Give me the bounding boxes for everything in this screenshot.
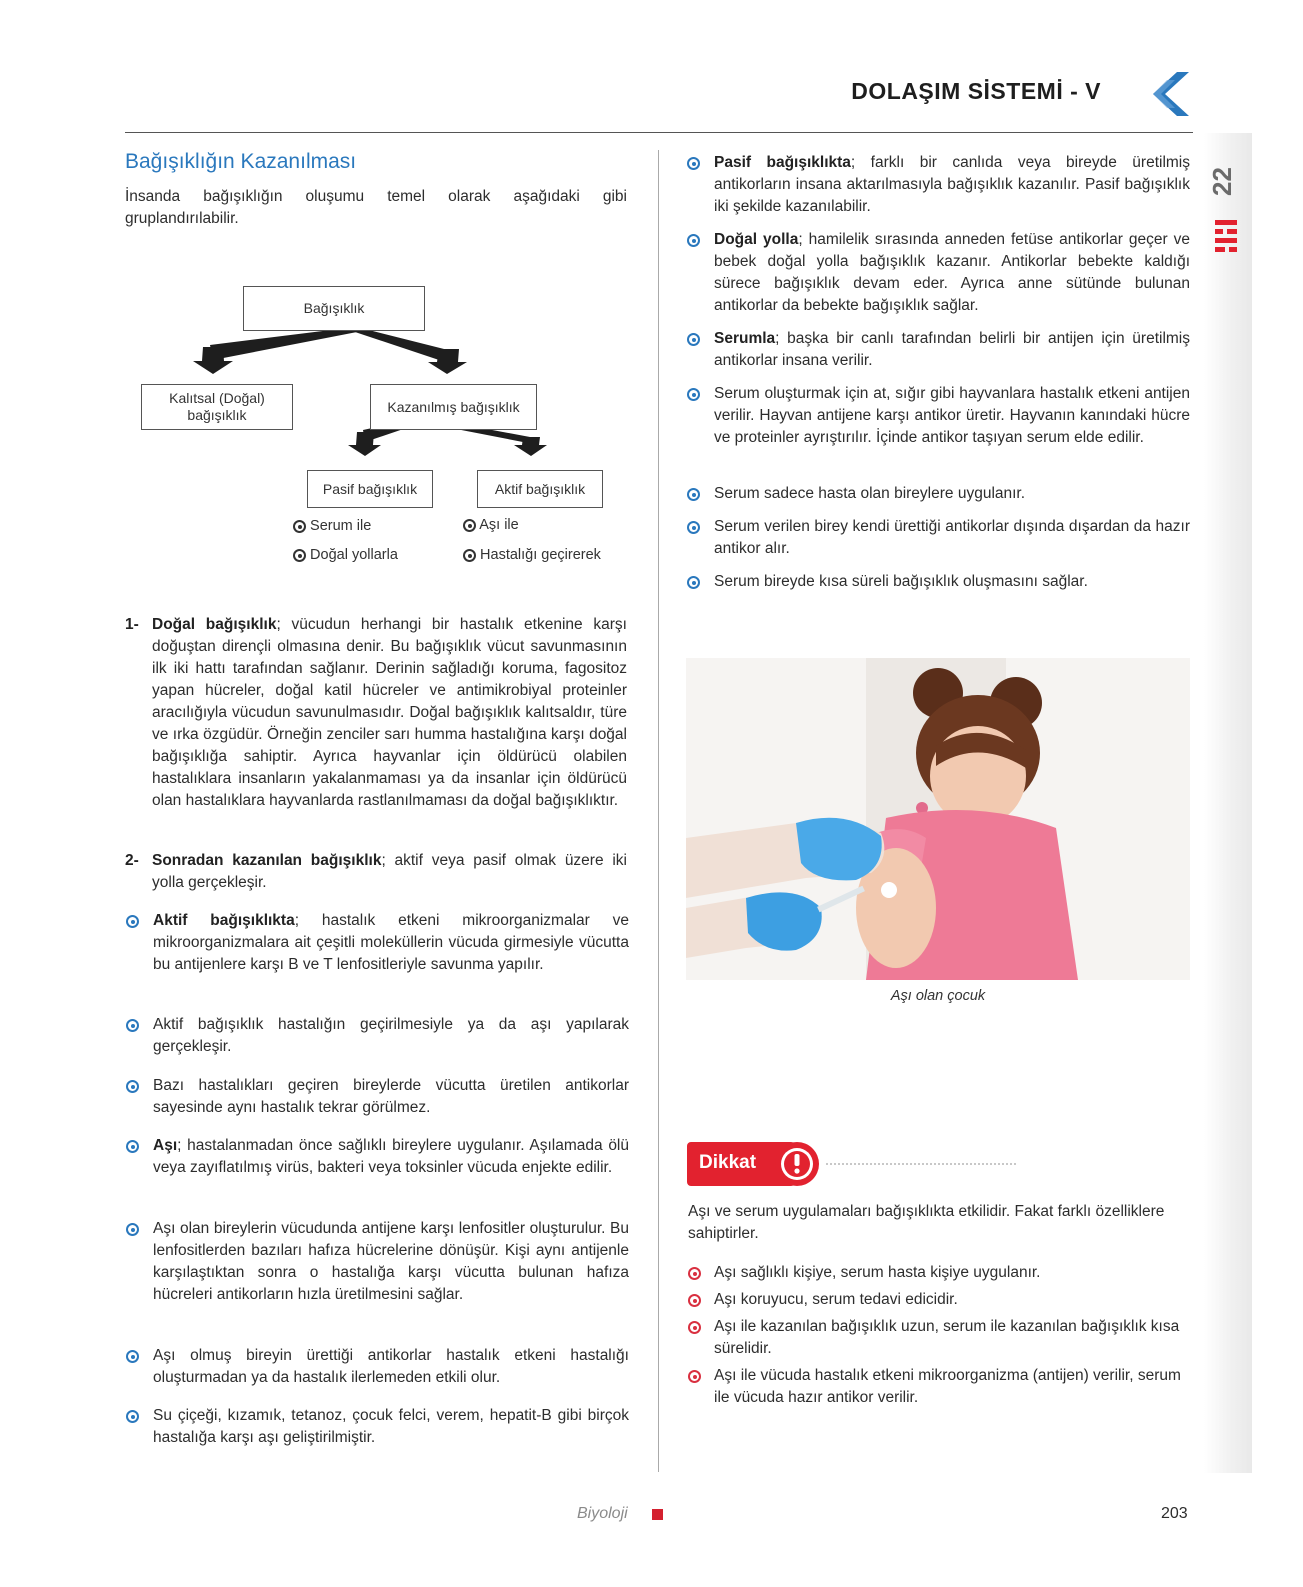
dikkat-dotted-line [826, 1163, 1016, 1165]
bullet-item: Aşı olmuş bireyin ürettiği antikorlar hastalık etkeni hastalığı oluşturmadan ya da hastalık ilerlemeden etkili olur. [153, 1345, 629, 1389]
diagram-passive-item: Serum ile [293, 518, 371, 534]
intro-paragraph: İnsanda bağışıklığın oluşumu temel olarak aşağıdaki gibi gruplandırılabilir. [125, 188, 627, 227]
bullet-item: Aşı; hastalanmadan önce sağlıklı bireylere uygulanır. Aşılamada ölü veya zayıflatılmış virüs, bakteri veya toksinler vücuda enjekte edilir. [153, 1135, 629, 1179]
bullet-item: Su çiçeği, kızamık, tetanoz, çocuk felci, verem, hepatit-B gibi birçok hastalığa karşı aşı geliştirilmiştir. [153, 1405, 629, 1449]
bullet-item: Aşı olan bireylerin vücudunda antijene karşı lenfositler oluşturulur. Bu lenfositlerden bazıları hafıza hücrelerine dönüşür. Kişi aynı antijenle karşılaştıktan sonra o hastalığa karşı vücutta bulunan hafıza hücreleri antikorların hızla üretilmesini sağlar. [153, 1218, 629, 1306]
bullet-item: Serum oluşturmak için at, sığır gibi hayvanlara hastalık etkeni antijen verilir. Hayvan antijene karşı antikor üretir. Hayvanın kanındaki hücre ve proteinler ayrıştırılır. İçinde antikor taşıyan serum elde edilir. [714, 383, 1190, 449]
bullet-icon [463, 549, 476, 562]
bullet-icon [126, 1410, 139, 1423]
bullet-icon [688, 1370, 701, 1383]
bullet-icon [687, 333, 700, 346]
header-divider [125, 132, 1193, 133]
bullet-item: Serumla; başka bir canlı tarafından belirli bir antijen için üretilmiş antikorlar insana verilir. [714, 328, 1190, 372]
dikkat-item: Aşı sağlıklı kişiye, serum hasta kişiye uygulanır. [714, 1262, 1190, 1284]
bullet-icon [688, 1267, 701, 1280]
diagram-passive-item: Doğal yollarla [293, 547, 398, 563]
dikkat-label: Dikkat [699, 1152, 757, 1173]
bullet-icon [126, 1019, 139, 1032]
bullet-icon [126, 1223, 139, 1236]
diagram-active-box: Aktif bağışıklık [477, 470, 603, 508]
dikkat-item: Aşı ile vücuda hastalık etkeni mikroorganizma (antijen) verilir, serum ile vücuda hazır antikor verilir. [714, 1365, 1190, 1409]
bullet-icon [688, 1321, 701, 1334]
bullet-item: Aktif bağışıklık hastalığın geçirilmesiyle ya da aşı yapılarak gerçekleşir. [153, 1014, 629, 1058]
column-divider [658, 150, 659, 1472]
bullet-item: Bazı hastalıkları geçiren bireylerde vücutta üretilen antikorlar sayesinde aynı hastalık tekrar görülmez. [153, 1075, 629, 1119]
bullet-item: Pasif bağışıklıkta; farklı bir canlıda veya bireyde üretilmiş antikorların insana aktarılmasıyla bağışıklık kazanılır. Pasif bağışıklık iki şekilde kazanılabilir. [714, 152, 1190, 218]
bullet-icon [687, 157, 700, 170]
bullet-icon [687, 576, 700, 589]
dikkat-item: Aşı koruyucu, serum tedavi edicidir. [714, 1289, 1190, 1311]
bullet-icon [687, 521, 700, 534]
bullet-item: Serum sadece hasta olan bireylere uygulanır. [714, 483, 1190, 505]
bullet-icon [687, 388, 700, 401]
bullet-icon [126, 1080, 139, 1093]
diagram-passive-box: Pasif bağışıklık [307, 470, 433, 508]
fasikul-number: 22 [1206, 167, 1237, 196]
dikkat-intro: Aşı ve serum uygulamaları bağışıklıkta etkilidir. Fakat farklı özelliklere sahiptirler. [688, 1203, 1165, 1242]
brand-logo [1213, 218, 1239, 258]
diagram-active-item: Aşı ile [463, 517, 519, 533]
diagram-root-box: Bağışıklık [243, 286, 425, 331]
bullet-icon [687, 234, 700, 247]
dikkat-item: Aşı ile kazanılan bağışıklık uzun, serum ile kazanılan bağışıklık kısa sürelidir. [714, 1316, 1190, 1360]
bullet-icon [687, 488, 700, 501]
bullet-item: Serum bireyde kısa süreli bağışıklık oluşmasını sağlar. [714, 571, 1190, 593]
diagram-active-item: Hastalığı geçirerek [463, 547, 601, 563]
bullet-item: Serum verilen birey kendi ürettiği antikorlar dışında dışardan da hazır antikor alır. [714, 516, 1190, 560]
chevron-left-icon [1143, 70, 1191, 118]
bullet-icon [293, 549, 306, 562]
bullet-icon [126, 915, 139, 928]
numbered-item-acquired: 2- Sonradan kazanılan bağışıklık; aktif veya pasif olmak üzere iki yolla gerçekleşir. [125, 852, 627, 891]
numbered-item-innate: 1- Doğal bağışıklık; vücudun herhangi bir hastalık etkenine karşı doğuştan dirençli olmasına denir. Bu bağışıklık vücut savunmasının ilk iki hattı tarafından sağlanır. Derinin sağladığı koruma, fagositoz yapan hücreler, doğal katil hücreler ve antimikrobiyal proteinler aracılığıyla vücudun savunulmasıdır. Doğal bağışıklık kalıtsaldır, türe ve ırka özgüdür. Örneğin zenciler sarı humma hastalığına karşı doğal bağışıklığa sahiptir. Ayrıca hayvanlar için öldürücü olabilen hastalıklara insanların yakalanmaması ya da insanlar için öldürücü olan hastalıklara hayvanlarda rastlanılmaması da doğal bağışıklıktır. [125, 616, 627, 809]
bullet-item: Aktif bağışıklıkta; hastalık etkeni mikroorganizmalar ve mikroorganizmalara ait çeşitli moleküllerin vücuda girmesiyle vücutta bu antijenlere karşı B ve T lenfositleriyle savunma yapılır. [153, 910, 629, 976]
section-title: Bağışıklığın Kazanılması [125, 150, 357, 173]
bullet-item: Doğal yolla; hamilelik sırasında anneden fetüse antikorlar geçer ve bebek doğal yolla bağışıklık kazanır. Antikorlar bebekte kaldığı sürece bağışıklık devam eder. Ayrıca anne sütünde bulunan antikorlar da bebekte bağışıklık sağlar. [714, 229, 1190, 317]
page-number: 203 [1161, 1505, 1188, 1522]
photo-caption: Aşı olan çocuk [890, 988, 986, 1004]
side-strip [1204, 133, 1252, 1473]
footer-subject: Biyoloji [577, 1505, 628, 1522]
bullet-icon [688, 1294, 701, 1307]
diagram-innate-box: Kalıtsal (Doğal) bağışıklık [141, 384, 293, 430]
bullet-icon [463, 519, 476, 532]
vaccination-photo [686, 658, 1190, 980]
diagram-acquired-box: Kazanılmış bağışıklık [370, 384, 537, 430]
bullet-icon [126, 1350, 139, 1363]
footer-square-icon [652, 1509, 663, 1520]
bullet-icon [293, 520, 306, 533]
bullet-icon [126, 1140, 139, 1153]
chapter-title: DOLAŞIM SİSTEMİ - V [851, 78, 1101, 104]
